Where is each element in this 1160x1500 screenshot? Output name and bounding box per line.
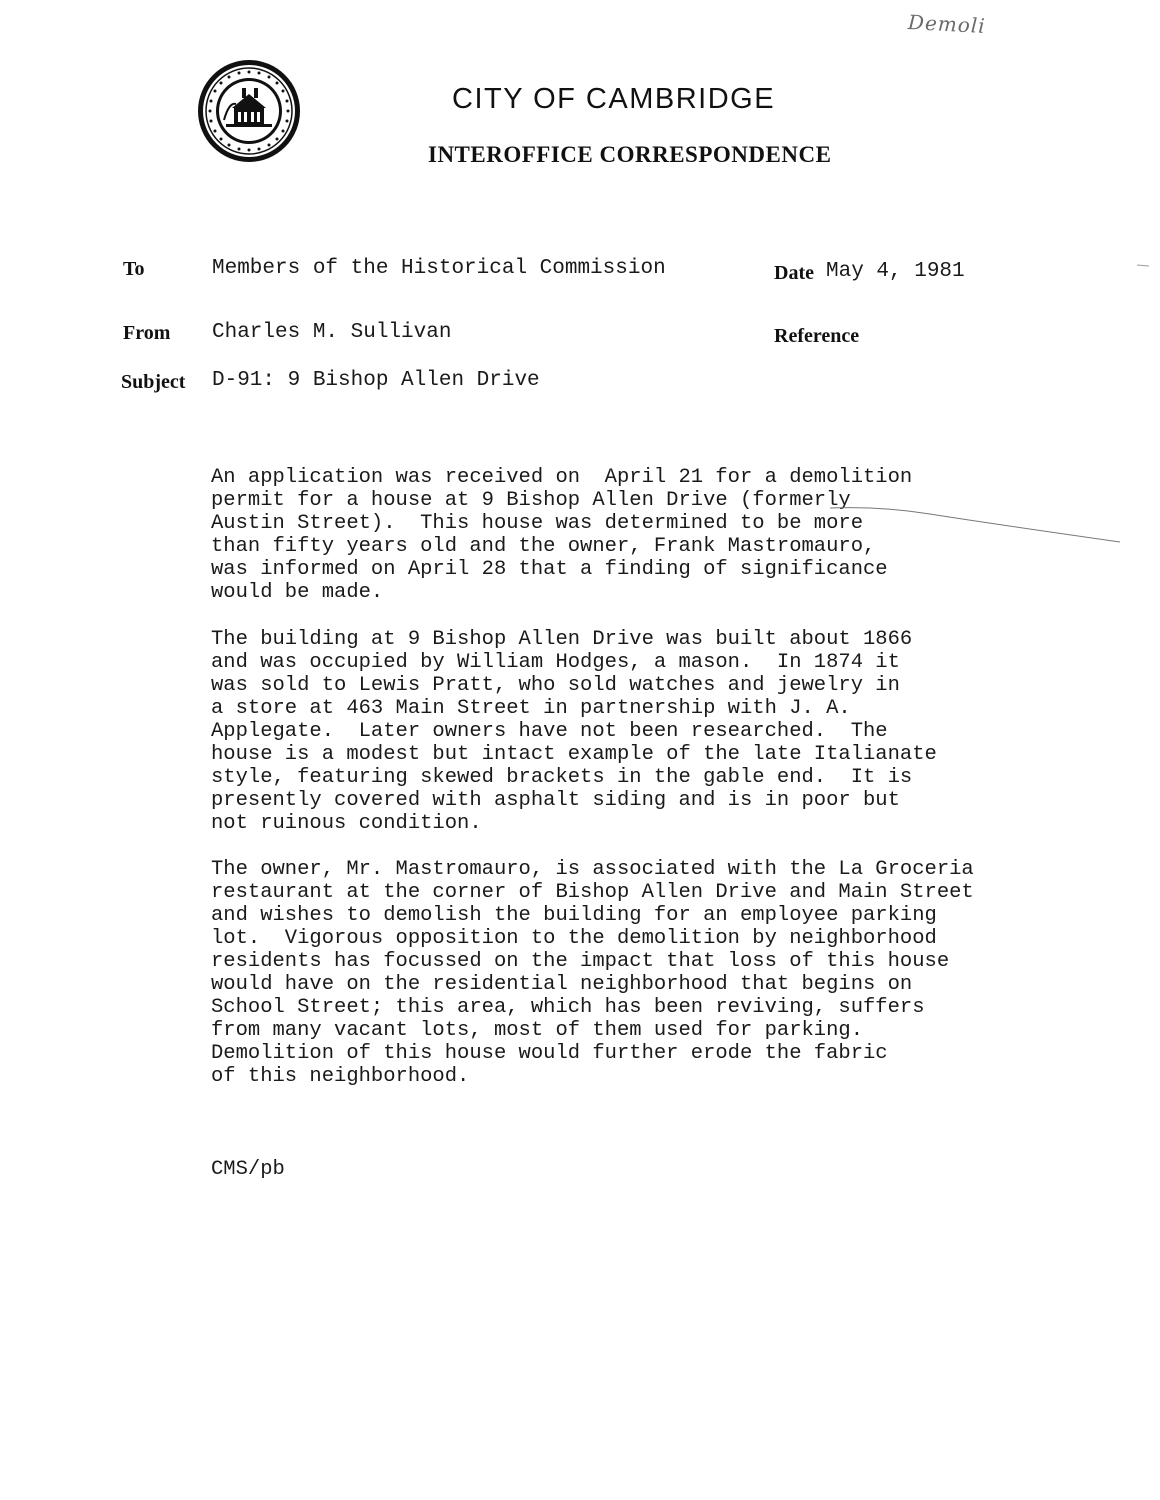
to-label: To [123,258,145,280]
paragraph-line: The building at 9 Bishop Allen Drive was built about 1866 [211,628,913,651]
paragraph-line: lot. Vigorous opposition to the demolition by neighborhood [211,927,937,950]
subject-label: Subject [121,371,186,393]
paragraph-line: and wishes to demolish the building for an employee parking [211,904,937,927]
handwritten-annotation: Demoli [907,9,987,39]
paragraph-line: would have on the residential neighborhood that begins on [211,973,913,996]
paragraph-line: permit for a house at 9 Bishop Allen Drive (formerly [211,489,851,512]
subject-value: D-91: 9 Bishop Allen Drive [212,369,540,392]
reference-label: Reference [774,325,860,347]
from-label: From [123,322,171,344]
paragraph-line: School Street; this area, which has been reviving, suffers [211,996,925,1019]
paragraph-line: a store at 463 Main Street in partnership with J. A. [211,697,851,720]
date-label: Date [774,262,814,284]
paragraph-line: restaurant at the corner of Bishop Allen Drive and Main Street [211,881,974,904]
paragraph-line: Austin Street). This house was determined to be more [211,512,864,535]
to-value: Members of the Historical Commission [212,257,666,280]
paragraph-line: The owner, Mr. Mastromauro, is associated with the La Groceria [211,858,974,881]
paragraph-line: Applegate. Later owners have not been researched. The [211,720,888,743]
paragraph-line: was informed on April 28 that a finding of significance [211,558,888,581]
paragraph-line: was sold to Lewis Pratt, who sold watches and jewelry in [211,674,900,697]
paragraph-line: house is a modest but intact example of the late Italianate [211,743,937,766]
paragraph-line: would be made. [211,581,384,604]
date-value: May 4, 1981 [826,260,965,283]
department-heading: INTEROFFICE CORRESPONDENCE [428,142,832,167]
paragraph-2 [211,628,937,835]
city-heading: CITY OF CAMBRIDGE [452,83,776,115]
from-value: Charles M. Sullivan [212,321,452,344]
paragraph-line: Demolition of this house would further erode the fabric [211,1042,888,1065]
paragraph-line: not ruinous condition. [211,812,482,835]
pen-stroke-mark [820,500,1120,550]
city-seal-icon [196,58,302,164]
paragraph-line: and was occupied by William Hodges, a mason. In 1874 it [211,651,900,674]
paragraph-line: style, featuring skewed brackets in the gable end. It is [211,766,913,789]
paragraph-line: of this neighborhood. [211,1065,470,1088]
initials-line: CMS/pb [211,1158,285,1181]
typist-initials [211,1158,285,1181]
paragraph-line: than fifty years old and the owner, Frank Mastromauro, [211,535,876,558]
margin-mark [1136,262,1150,268]
paragraph-line: An application was received on April 21 for a demolition [211,466,913,489]
paragraph-line: residents has focussed on the impact that loss of this house [211,950,950,973]
paragraph-line: from many vacant lots, most of them used for parking. [211,1019,864,1042]
paragraph-1 [211,466,912,604]
paragraph-3 [211,858,974,1088]
paragraph-line: presently covered with asphalt siding and is in poor but [211,789,900,812]
